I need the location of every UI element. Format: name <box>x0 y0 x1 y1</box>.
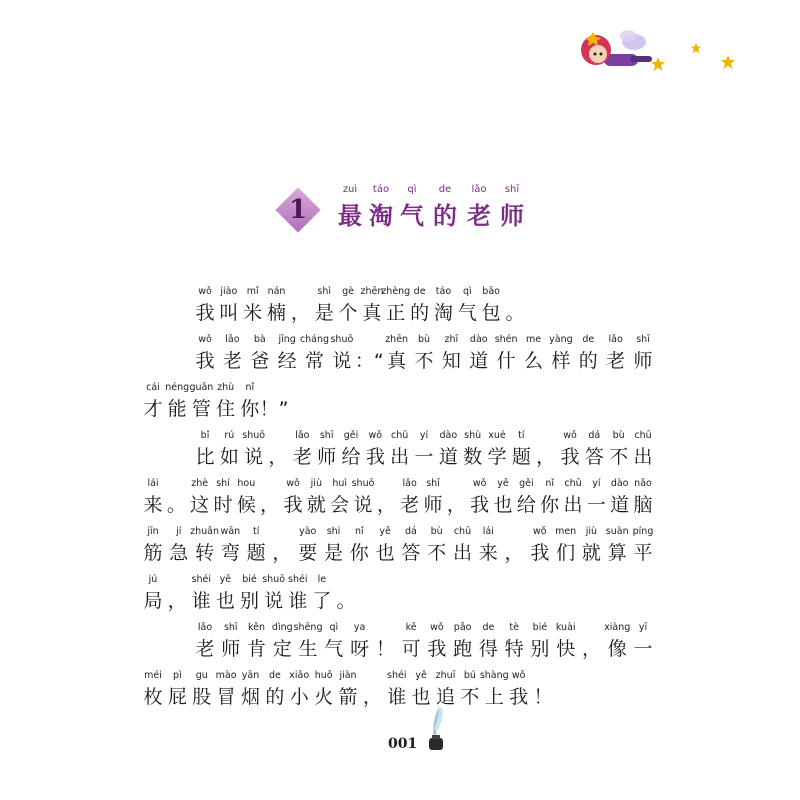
pinyin: wǒ <box>198 286 212 297</box>
punctuation: 。 <box>166 494 186 516</box>
hanzi-character: 米 <box>243 302 263 324</box>
pinyin: yě <box>379 526 391 537</box>
pinyin: yàng <box>549 334 573 345</box>
hanzi-character: 什 <box>496 350 516 372</box>
pinyin: me <box>525 334 542 345</box>
pinyin: xué <box>488 430 506 441</box>
punctuation: ！ <box>533 686 553 708</box>
hanzi-character: 道 <box>438 446 458 468</box>
ink-bottle-quill-icon <box>426 706 446 752</box>
hanzi-character: 时 <box>213 494 233 516</box>
title-character: 淘 <box>369 202 393 230</box>
hanzi-character: 了 <box>312 590 332 612</box>
pinyin: jú <box>148 574 158 585</box>
hanzi-character: 特 <box>504 638 524 660</box>
title-character: 最 <box>338 202 362 230</box>
hanzi-character: 我 <box>530 542 550 564</box>
hanzi-character: 谁 <box>191 590 211 612</box>
hanzi-character: 来 <box>478 542 498 564</box>
pinyin: wǒ <box>286 478 300 489</box>
hanzi-character: 说 <box>353 494 373 516</box>
hanzi-character: 别 <box>530 638 550 660</box>
pinyin: kě <box>405 622 417 633</box>
hanzi-character: 你 <box>240 398 260 420</box>
hanzi-character: 跑 <box>453 638 473 660</box>
pinyin: gěi <box>519 478 534 489</box>
pinyin: jīn <box>147 526 159 537</box>
pinyin: pì <box>173 670 182 681</box>
hanzi-character: 一 <box>586 494 606 516</box>
hanzi-character: 这 <box>190 494 210 516</box>
punctuation: 。 <box>336 590 356 612</box>
pinyin: rú <box>224 430 235 441</box>
pinyin: dá <box>404 526 417 537</box>
hanzi-character: 可 <box>401 638 421 660</box>
punctuation: ， <box>268 446 288 468</box>
pinyin: wǒ <box>563 430 577 441</box>
punctuation: ， <box>260 494 280 516</box>
hanzi-character: 一 <box>414 446 434 468</box>
pinyin: dá <box>588 430 601 441</box>
hanzi-character: 也 <box>411 686 431 708</box>
hanzi-character: 烟 <box>240 686 261 708</box>
pinyin: shéi <box>191 574 211 585</box>
title-pinyin: shī <box>504 184 520 195</box>
punctuation: ， <box>581 638 601 660</box>
pinyin: dào <box>439 430 458 441</box>
punctuation: ， <box>376 494 396 516</box>
pinyin: yě <box>415 670 427 681</box>
punctuation: ， <box>446 494 466 516</box>
hanzi-character: 不 <box>414 350 434 372</box>
pinyin: shuō <box>330 334 354 345</box>
hanzi-character: 给 <box>341 446 361 468</box>
hanzi-character: 出 <box>563 494 583 516</box>
pinyin: suàn <box>605 526 629 537</box>
hanzi-character: 我 <box>509 686 529 708</box>
hanzi-character: 淘 <box>433 302 453 324</box>
pinyin: kuài <box>555 622 576 633</box>
pinyin: shī <box>223 622 238 633</box>
pinyin: zhuī <box>435 670 456 681</box>
hanzi-character: 候 <box>236 494 256 516</box>
pinyin: bié <box>532 622 548 633</box>
pinyin: táo <box>435 286 452 297</box>
pinyin: bù <box>430 526 443 537</box>
title-character: 气 <box>400 202 424 230</box>
hanzi-character: 别 <box>239 590 260 612</box>
pinyin: shuō <box>262 574 286 585</box>
pinyin: yān <box>241 670 260 681</box>
hanzi-character: 追 <box>435 686 456 708</box>
hanzi-character: 真 <box>387 350 407 372</box>
hanzi-character: 快 <box>556 638 576 660</box>
pinyin: wǒ <box>430 622 444 633</box>
pinyin: zhēn <box>385 334 409 345</box>
hanzi-character: 的 <box>265 686 285 708</box>
pinyin: lǎo <box>295 430 310 441</box>
hanzi-character: 我 <box>470 494 490 516</box>
hanzi-character: 师 <box>221 638 241 660</box>
hanzi-character: 学 <box>487 446 507 468</box>
hanzi-character: 就 <box>581 542 601 564</box>
pinyin: jiàn <box>339 670 357 681</box>
pinyin: chū <box>564 478 582 489</box>
hanzi-character: 能 <box>167 398 187 420</box>
pinyin: bié <box>242 574 257 585</box>
punctuation: ！ <box>375 638 395 660</box>
hanzi-character: 算 <box>607 542 627 564</box>
pinyin: guǎn <box>189 382 214 393</box>
pinyin: zhī <box>444 334 459 345</box>
title-pinyin: qì <box>407 184 417 195</box>
punctuation: ， <box>167 590 187 612</box>
hanzi-character: 师 <box>317 446 337 468</box>
hanzi-character: 老 <box>222 350 242 372</box>
pinyin: lái <box>147 478 159 489</box>
pinyin: yào <box>299 526 317 537</box>
hanzi-character: 答 <box>401 542 421 564</box>
pinyin: wān <box>220 526 241 537</box>
hanzi-character: 是 <box>324 542 344 564</box>
hanzi-character: 我 <box>195 302 215 324</box>
punctuation: ， <box>362 686 382 708</box>
hanzi-character: 屁 <box>167 686 187 708</box>
pinyin: nǐ <box>354 526 364 537</box>
hanzi-character: 急 <box>169 542 189 564</box>
title-pinyin: de <box>438 184 452 195</box>
hanzi-character: 我 <box>195 350 215 372</box>
pinyin: bú <box>463 670 476 681</box>
hanzi-character: 也 <box>493 494 513 516</box>
pinyin: dào <box>469 334 488 345</box>
pinyin: qì <box>462 286 472 297</box>
hanzi-character: 我 <box>365 446 385 468</box>
pinyin: shàng <box>479 670 509 681</box>
pinyin: dào <box>610 478 629 489</box>
pinyin: qì <box>329 622 339 633</box>
pinyin: yī <box>638 622 648 633</box>
pinyin: cái <box>146 382 160 393</box>
hanzi-character: 呀 <box>350 638 370 660</box>
hanzi-character: 叫 <box>219 302 239 324</box>
hanzi-character: 道 <box>469 350 489 372</box>
hanzi-character: 知 <box>441 350 461 372</box>
hanzi-character: 不 <box>609 446 629 468</box>
pinyin: yí <box>419 430 429 441</box>
pinyin: chū <box>453 526 472 537</box>
hanzi-character: 冒 <box>216 686 236 708</box>
pinyin: wǒ <box>511 670 526 681</box>
hanzi-character: 箭 <box>338 686 358 708</box>
pinyin: hou <box>237 478 256 489</box>
pinyin: zhuǎn <box>190 526 220 537</box>
hanzi-character: 包 <box>481 302 501 324</box>
hanzi-character: 弯 <box>220 542 240 564</box>
hanzi-character: 才 <box>143 398 163 420</box>
pinyin: cháng <box>299 334 330 345</box>
hanzi-character: 住 <box>216 398 236 420</box>
hanzi-character: 如 <box>219 446 239 468</box>
pinyin: méi <box>144 670 162 681</box>
hanzi-character: 我 <box>427 638 447 660</box>
pinyin: shuō <box>242 430 266 441</box>
hanzi-character: 老 <box>606 350 626 372</box>
punctuation: ， <box>290 302 310 324</box>
pinyin: yě <box>219 574 232 585</box>
hanzi-character: 给 <box>516 494 536 516</box>
punctuation: ， <box>272 542 292 564</box>
hanzi-character: 的 <box>410 302 430 324</box>
pinyin: shù <box>464 430 482 441</box>
hanzi-character: 管 <box>191 398 211 420</box>
pinyin: de <box>582 334 595 345</box>
hanzi-character: 火 <box>314 686 334 708</box>
pinyin: men <box>555 526 577 537</box>
pinyin: wǒ <box>472 478 487 489</box>
pinyin: yí <box>592 478 601 489</box>
hanzi-character: 们 <box>556 542 576 564</box>
pinyin: nǎo <box>634 478 652 489</box>
pinyin: zhēn <box>360 286 384 297</box>
hanzi-character: 枚 <box>143 686 163 708</box>
hanzi-character: 楠 <box>267 302 287 324</box>
pinyin: pǎo <box>453 622 472 633</box>
punctuation: 。 <box>505 302 525 324</box>
hanzi-character: 爸 <box>250 350 270 372</box>
page-number: 001 <box>388 736 418 752</box>
pinyin: lǎo <box>197 622 213 633</box>
title-pinyin: táo <box>372 184 390 195</box>
pinyin: shī <box>426 478 440 489</box>
punctuation: ， <box>504 542 524 564</box>
hanzi-character: 转 <box>195 542 215 564</box>
hanzi-character: 要 <box>298 542 318 564</box>
hanzi-character: 出 <box>633 446 653 468</box>
pinyin: bù <box>612 430 625 441</box>
hanzi-character: 道 <box>610 494 630 516</box>
pinyin: xiàng <box>604 622 631 633</box>
hanzi-character: 也 <box>375 542 395 564</box>
hanzi-character: 谁 <box>288 590 308 612</box>
hanzi-character: 就 <box>306 494 326 516</box>
pinyin: shí <box>216 478 230 489</box>
pinyin: lǎo <box>608 334 623 345</box>
hanzi-character: 也 <box>215 590 235 612</box>
pinyin: wǒ <box>198 334 212 345</box>
title-character: 老 <box>467 202 491 230</box>
hanzi-character: 题 <box>511 446 531 468</box>
hanzi-character: 真 <box>362 302 382 324</box>
hanzi-character: 生 <box>298 638 318 660</box>
pinyin: gè <box>342 286 354 297</box>
punctuation: ， <box>536 446 556 468</box>
pinyin: lǎo <box>402 478 417 489</box>
hanzi-character: 脑 <box>633 494 653 516</box>
hanzi-character: 气 <box>457 302 477 324</box>
hanzi-character: 小 <box>289 686 309 708</box>
hanzi-character: 局 <box>143 590 163 612</box>
hanzi-character: 筋 <box>143 542 163 564</box>
hanzi-character: 得 <box>478 638 498 660</box>
hanzi-character: 说 <box>264 590 284 612</box>
pinyin: huǒ <box>314 670 333 681</box>
pinyin: wǒ <box>533 526 547 537</box>
pinyin: jiù <box>310 478 322 489</box>
pinyin: lǎo <box>225 334 240 345</box>
title-character: 师 <box>500 202 524 230</box>
pinyin: bāo <box>482 286 500 297</box>
hanzi-character: 常 <box>304 350 325 372</box>
pinyin: bà <box>253 334 266 345</box>
hanzi-character: 么 <box>523 350 544 372</box>
pinyin: tí <box>252 526 260 537</box>
hanzi-character: 你 <box>540 494 560 516</box>
pinyin: shì <box>317 286 332 297</box>
title-pinyin: zuì <box>342 184 358 195</box>
hanzi-character: 的 <box>578 350 598 372</box>
title-character: 的 <box>433 202 457 230</box>
pinyin: jiào <box>220 286 238 297</box>
hanzi-character: 像 <box>607 638 627 660</box>
pinyin: le <box>317 574 327 585</box>
pinyin: nǐ <box>545 478 554 489</box>
pinyin: nán <box>267 286 286 297</box>
pinyin: shī <box>319 430 334 441</box>
pinyin: néng <box>165 382 190 393</box>
hanzi-character: 气 <box>324 638 344 660</box>
pinyin: shéi <box>387 670 407 681</box>
pinyin: shuō <box>351 478 375 489</box>
hanzi-character: 数 <box>463 446 483 468</box>
pinyin: de <box>268 670 281 681</box>
title-pinyin: lǎo <box>471 184 487 195</box>
hanzi-character: 我 <box>283 494 303 516</box>
hanzi-character: 老 <box>292 446 312 468</box>
hanzi-character: 师 <box>423 494 443 516</box>
pinyin: xiǎo <box>289 670 310 681</box>
hanzi-character: 谁 <box>387 686 407 708</box>
punctuation: ！” <box>259 398 289 420</box>
hanzi-character: 一 <box>633 638 653 660</box>
pinyin: de <box>413 286 426 297</box>
pinyin: gěi <box>343 430 359 441</box>
hanzi-character: 说 <box>244 446 264 468</box>
pinyin: wǒ <box>368 430 383 441</box>
hanzi-character: 不 <box>427 542 447 564</box>
pinyin: shéi <box>288 574 308 585</box>
pinyin: yě <box>497 478 509 489</box>
chapter-number: 1 <box>288 195 308 225</box>
pinyin: zhè <box>191 478 209 489</box>
hanzi-character: 说 <box>332 350 352 372</box>
hanzi-character: 经 <box>277 350 297 372</box>
pinyin: zhèng <box>381 286 411 297</box>
hanzi-character: 老 <box>400 494 420 516</box>
hanzi-character: 你 <box>349 542 369 564</box>
hanzi-character: 股 <box>192 686 212 708</box>
pinyin: jí <box>176 526 182 537</box>
hanzi-character: 不 <box>460 686 480 708</box>
pinyin: shén <box>494 334 518 345</box>
pinyin: zhù <box>217 382 235 393</box>
pinyin: jiù <box>585 526 598 537</box>
hanzi-character: 出 <box>452 542 472 564</box>
hanzi-character: 上 <box>484 686 504 708</box>
pinyin: chū <box>391 430 409 441</box>
hanzi-character: 样 <box>551 350 571 372</box>
pinyin: huì <box>332 478 347 489</box>
pinyin: nǐ <box>245 382 255 393</box>
punctuation: ：“ <box>354 350 384 372</box>
hanzi-character: 师 <box>633 350 653 372</box>
hanzi-character: 答 <box>584 446 604 468</box>
hanzi-character: 肯 <box>247 638 267 660</box>
pinyin: bǐ <box>200 430 210 441</box>
hanzi-character: 来 <box>143 494 163 516</box>
hanzi-character: 定 <box>272 638 292 660</box>
pinyin: ya <box>353 622 366 633</box>
hanzi-character: 我 <box>560 446 580 468</box>
hanzi-character: 平 <box>633 542 653 564</box>
pinyin: lái <box>482 526 494 537</box>
hanzi-character: 出 <box>390 446 410 468</box>
chapter-heading <box>0 0 800 260</box>
pinyin: shī <box>636 334 650 345</box>
pinyin: tè <box>509 622 519 633</box>
pinyin: mǐ <box>246 286 259 297</box>
pinyin: de <box>482 622 495 633</box>
hanzi-character: 老 <box>195 638 215 660</box>
pinyin: píng <box>632 526 654 537</box>
pinyin: gu <box>195 670 208 681</box>
pinyin: mào <box>215 670 237 681</box>
hanzi-character: 正 <box>386 302 406 324</box>
pinyin: shi <box>326 526 341 537</box>
hanzi-character: 比 <box>195 446 215 468</box>
pinyin: dìng <box>271 622 293 633</box>
hanzi-character: 题 <box>246 542 266 564</box>
hanzi-character: 会 <box>330 494 350 516</box>
pinyin: jīng <box>278 334 296 345</box>
pinyin: chū <box>634 430 652 441</box>
pinyin: shēng <box>293 622 323 633</box>
hanzi-character: 个 <box>338 302 358 324</box>
pinyin: tí <box>518 430 525 441</box>
pinyin: bù <box>417 334 431 345</box>
pinyin: kěn <box>248 622 266 633</box>
hanzi-character: 是 <box>314 302 334 324</box>
